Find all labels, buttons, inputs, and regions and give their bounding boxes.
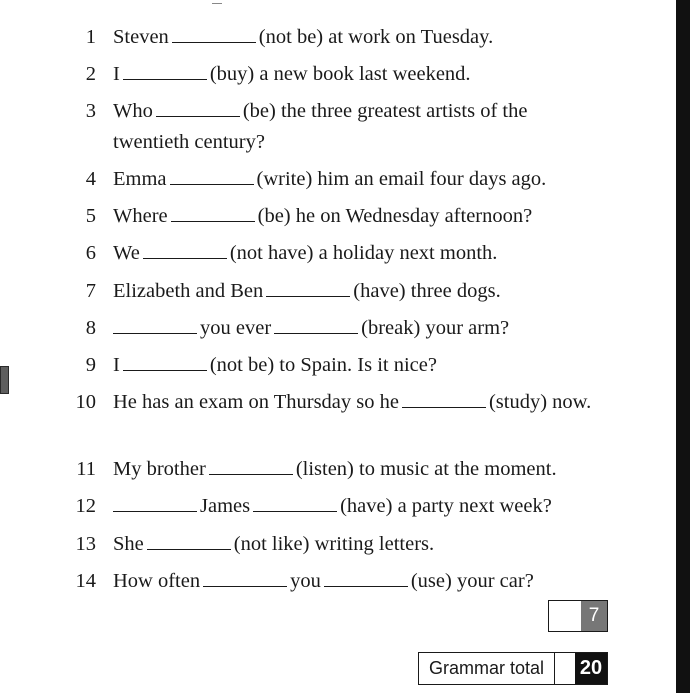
item-text: (not be) to Spain. Is it nice? bbox=[209, 354, 437, 376]
item-text: you bbox=[290, 570, 321, 592]
item-text: Where bbox=[113, 205, 168, 227]
section-score-box bbox=[548, 600, 608, 632]
answer-blank[interactable] bbox=[113, 316, 197, 334]
item-number: 5 bbox=[85, 205, 96, 227]
item-text: (not like) writing letters. bbox=[233, 533, 435, 555]
item-text: (have) three dogs. bbox=[353, 280, 501, 302]
grammar-total-box bbox=[418, 652, 608, 685]
total-entry-field[interactable] bbox=[555, 653, 575, 684]
answer-blank[interactable] bbox=[156, 99, 240, 117]
answer-blank[interactable] bbox=[113, 494, 197, 512]
page-edge-strip bbox=[676, 0, 690, 693]
item-text: you ever bbox=[200, 317, 272, 339]
answer-blank[interactable] bbox=[171, 204, 255, 222]
item-text: Elizabeth and Ben bbox=[113, 280, 264, 302]
item-text: She bbox=[113, 533, 144, 555]
grammar-total-value: 20 bbox=[575, 653, 607, 684]
item-text: My brother bbox=[113, 458, 206, 480]
item-text: (not have) a holiday next month. bbox=[229, 242, 498, 264]
answer-blank[interactable] bbox=[402, 390, 486, 408]
item-text: (be) the three greatest artists of the twentieth century? bbox=[113, 100, 528, 153]
item-number: 1 bbox=[85, 26, 96, 48]
answer-blank[interactable] bbox=[203, 569, 287, 587]
item-text: (listen) to music at the moment. bbox=[295, 458, 557, 480]
item-text: Emma bbox=[113, 168, 167, 190]
top-edge-mark bbox=[212, 0, 222, 4]
item-number: 3 bbox=[85, 100, 96, 122]
item-text: (use) your car? bbox=[410, 570, 534, 592]
answer-blank[interactable] bbox=[266, 279, 350, 297]
item-number: 8 bbox=[85, 317, 96, 339]
item-number: 14 bbox=[75, 570, 96, 592]
page-edge-tab bbox=[0, 366, 9, 394]
answer-blank[interactable] bbox=[172, 25, 256, 43]
item-number: 7 bbox=[85, 280, 96, 302]
answer-blank[interactable] bbox=[209, 457, 293, 475]
score-entry-field[interactable] bbox=[549, 601, 581, 631]
answer-blank[interactable] bbox=[123, 353, 207, 371]
item-text: James bbox=[200, 495, 251, 517]
score-max-value: 7 bbox=[581, 601, 607, 631]
item-number: 13 bbox=[75, 533, 96, 555]
item-text: (be) he on Wednesday afternoon? bbox=[257, 205, 533, 227]
item-text: Steven bbox=[113, 26, 169, 48]
item-text: I bbox=[113, 63, 120, 85]
item-text: (not be) at work on Tuesday. bbox=[258, 26, 494, 48]
item-text: (break) your arm? bbox=[361, 317, 510, 339]
item-text: I bbox=[113, 354, 120, 376]
item-number: 9 bbox=[85, 354, 96, 376]
item-text: Who bbox=[113, 100, 153, 122]
item-number: 11 bbox=[76, 458, 96, 480]
answer-blank[interactable] bbox=[147, 532, 231, 550]
item-number: 6 bbox=[85, 242, 96, 264]
item-text: We bbox=[113, 242, 140, 264]
answer-blank[interactable] bbox=[143, 241, 227, 259]
answer-blank[interactable] bbox=[324, 569, 408, 587]
item-text: (write) him an email four days ago. bbox=[256, 168, 547, 190]
item-number: 4 bbox=[85, 168, 96, 190]
answer-blank[interactable] bbox=[253, 494, 337, 512]
item-number: 10 bbox=[75, 391, 96, 413]
answer-blank[interactable] bbox=[170, 167, 254, 185]
item-text: (study) now. bbox=[488, 391, 592, 413]
answer-blank[interactable] bbox=[123, 62, 207, 80]
item-text: (have) a party next week? bbox=[340, 495, 552, 517]
answer-blank[interactable] bbox=[274, 316, 358, 334]
item-number: 2 bbox=[85, 63, 96, 85]
item-text: He has an exam on Thursday so he bbox=[113, 391, 399, 413]
item-number: 12 bbox=[75, 495, 96, 517]
item-text: How often bbox=[113, 570, 201, 592]
item-text: (buy) a new book last weekend. bbox=[209, 63, 471, 85]
grammar-total-label: Grammar total bbox=[419, 653, 555, 684]
